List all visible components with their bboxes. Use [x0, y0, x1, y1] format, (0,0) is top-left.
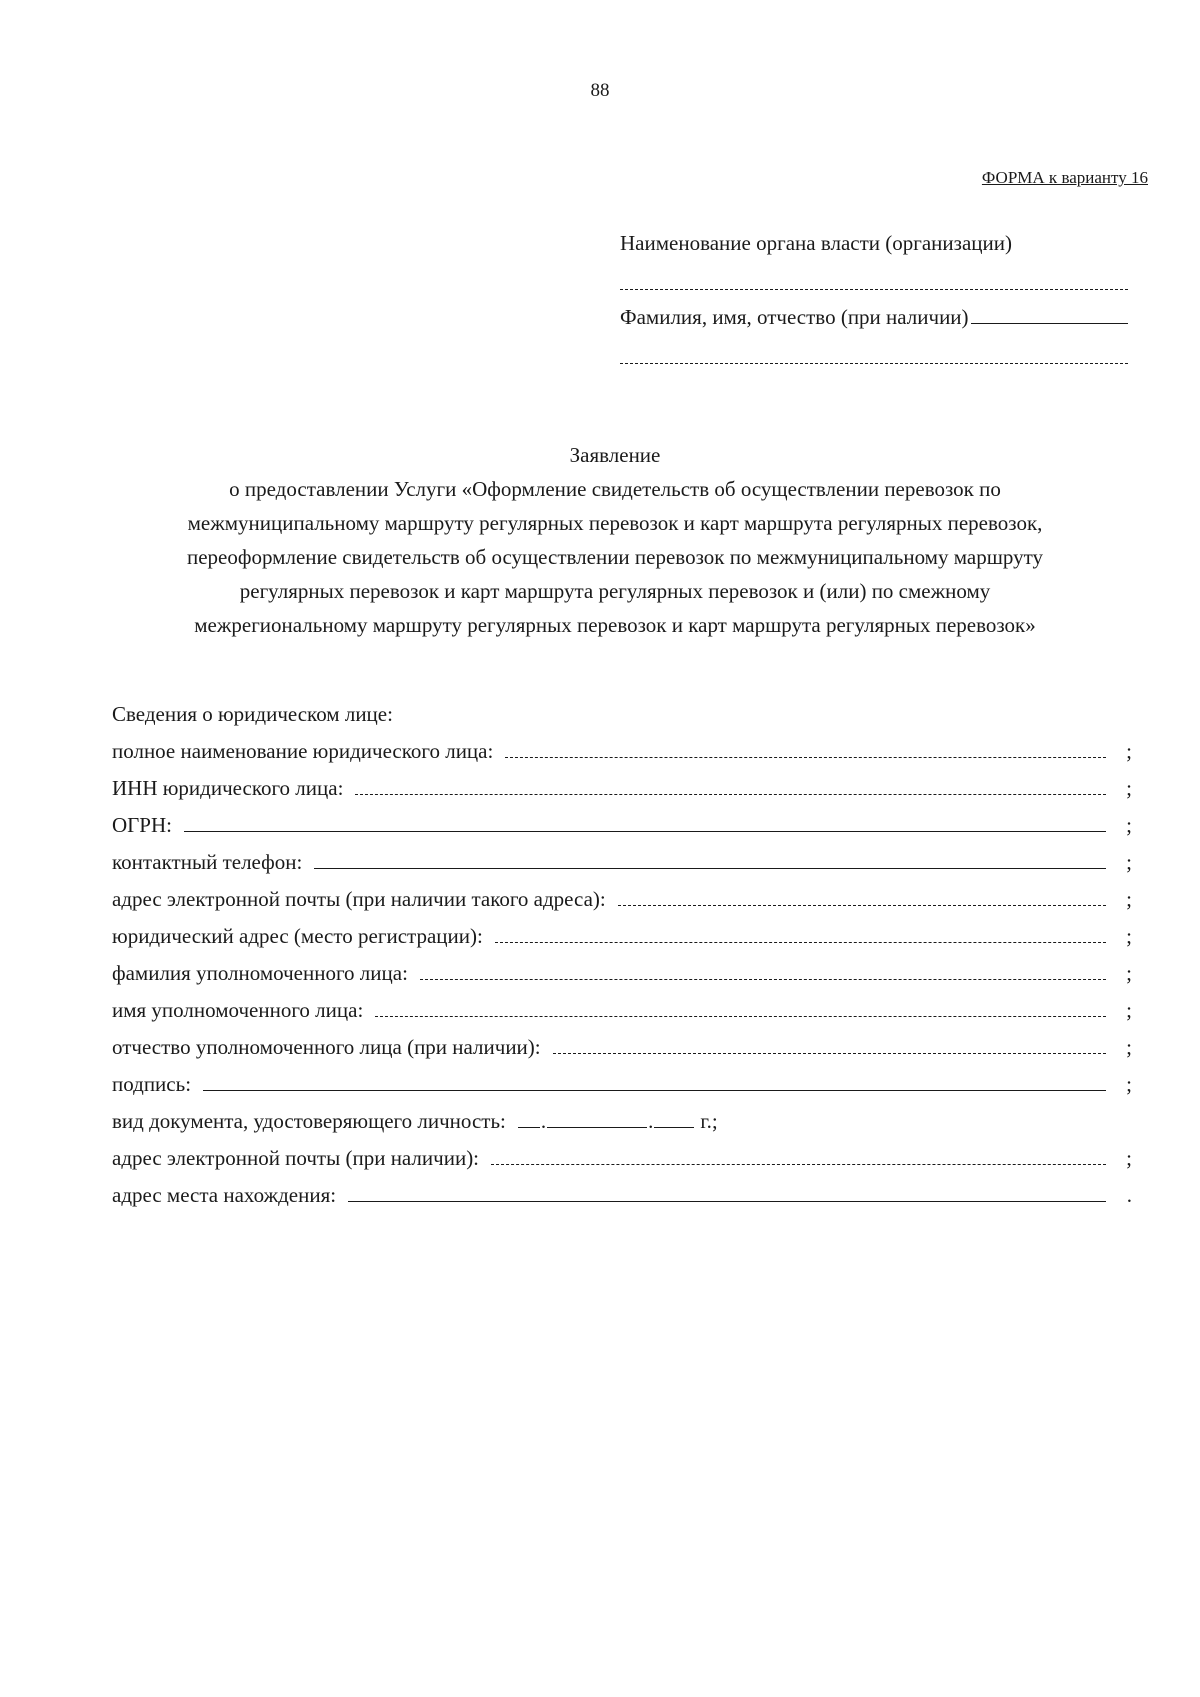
- date-separator: .: [540, 1109, 547, 1133]
- field-location-address: [112, 1171, 1132, 1208]
- field-terminator: ;: [1126, 1072, 1132, 1096]
- field-inn: [112, 764, 1132, 801]
- field-label: ОГРН:: [112, 813, 172, 837]
- field-terminator: ;: [1126, 961, 1132, 985]
- id-document-year-line[interactable]: [654, 1126, 694, 1128]
- addressee-block: [620, 222, 1128, 370]
- subtitle-line-3: переоформление свидетельств об осуществлении перевозок по межмуниципальному маршруту: [187, 545, 1043, 569]
- field-label: полное наименование юридического лица:: [112, 739, 494, 763]
- field-terminator: ;: [1126, 1146, 1132, 1170]
- rep-patronymic-input-line[interactable]: [553, 1052, 1106, 1054]
- field-legal-address: [112, 912, 1132, 949]
- field-label: фамилия уполномоченного лица:: [112, 961, 408, 985]
- field-label: адрес электронной почты (при наличии такого адреса):: [112, 887, 606, 911]
- authority-label: Наименование органа власти (организации): [620, 231, 1012, 255]
- field-label: адрес электронной почты (при наличии):: [112, 1146, 480, 1170]
- year-suffix: г.;: [700, 1109, 718, 1133]
- subtitle-line-1: о предоставлении Услуги «Оформление свидетельств об осуществлении перевозок по: [229, 477, 1001, 501]
- field-label: вид документа, удостоверяющего личность:: [112, 1109, 506, 1133]
- phone-input-line[interactable]: [314, 867, 1106, 869]
- authority-line-row: [620, 256, 1128, 296]
- field-id-document: [112, 1097, 1132, 1134]
- field-email-optional: [112, 1134, 1132, 1171]
- document-title: Заявление: [569, 443, 661, 467]
- field-ogrn: [112, 801, 1132, 838]
- field-terminator: ;: [1126, 924, 1132, 948]
- email-input-line[interactable]: [618, 904, 1106, 906]
- applicant-name-continuation-line[interactable]: [620, 362, 1128, 364]
- applicant-name-input-line[interactable]: [971, 322, 1128, 324]
- field-terminator: ;: [1126, 776, 1132, 800]
- field-label: подпись:: [112, 1072, 192, 1096]
- field-label: контактный телефон:: [112, 850, 303, 874]
- page-number: 88: [590, 80, 610, 101]
- form-reference: ФОРМА к варианту 16: [981, 168, 1148, 187]
- id-document-day-line[interactable]: [518, 1126, 540, 1128]
- id-document-month-line[interactable]: [547, 1126, 647, 1128]
- full-name-input-line[interactable]: [505, 756, 1106, 758]
- field-rep-surname: [112, 949, 1132, 986]
- field-terminator: ;: [1126, 739, 1132, 763]
- field-phone: [112, 838, 1132, 875]
- legal-address-input-line[interactable]: [495, 941, 1106, 943]
- ogrn-input-line[interactable]: [184, 830, 1106, 832]
- field-signature: [112, 1060, 1132, 1097]
- subtitle-line-4: регулярных перевозок и карт маршрута регулярных перевозок и (или) по смежному: [239, 579, 991, 603]
- field-terminator: ;: [1126, 850, 1132, 874]
- legal-entity-section-title: Сведения о юридическом лице:: [112, 702, 393, 726]
- field-label: адрес места нахождения:: [112, 1183, 337, 1207]
- applicant-name-row: [620, 296, 1128, 330]
- applicant-name-label: Фамилия, имя, отчество (при наличии): [620, 305, 969, 329]
- field-full-name: [112, 727, 1132, 764]
- legal-entity-fields: [112, 690, 1132, 1208]
- field-label: ИНН юридического лица:: [112, 776, 344, 800]
- applicant-name-line-row: [620, 330, 1128, 370]
- date-separator: .: [648, 1109, 654, 1133]
- field-rep-name: [112, 986, 1132, 1023]
- email-optional-input-line[interactable]: [491, 1163, 1106, 1165]
- field-terminator: ;: [1126, 887, 1132, 911]
- field-rep-patronymic: [112, 1023, 1132, 1060]
- field-email: [112, 875, 1132, 912]
- authority-row: [620, 222, 1128, 256]
- field-terminator: ;: [1126, 998, 1132, 1022]
- field-label: юридический адрес (место регистрации):: [112, 924, 483, 948]
- signature-input-line[interactable]: [203, 1089, 1106, 1091]
- document-title-block: [120, 438, 1110, 642]
- field-label: отчество уполномоченного лица (при наличии):: [112, 1035, 541, 1059]
- subtitle-line-5: межрегиональному маршруту регулярных перевозок и карт маршрута регулярных перевозок»: [194, 613, 1036, 637]
- field-terminator: ;: [1126, 1035, 1132, 1059]
- authority-input-line[interactable]: [620, 288, 1128, 290]
- field-label: имя уполномоченного лица:: [112, 998, 364, 1022]
- rep-name-input-line[interactable]: [375, 1015, 1106, 1017]
- inn-input-line[interactable]: [355, 793, 1106, 795]
- subtitle-line-2: межмуниципальному маршруту регулярных перевозок и карт маршрута регулярных перевозок,: [187, 511, 1043, 535]
- location-address-input-line[interactable]: [348, 1200, 1106, 1202]
- field-terminator: ;: [1126, 813, 1132, 837]
- field-terminator: .: [1126, 1183, 1132, 1207]
- rep-surname-input-line[interactable]: [420, 978, 1106, 980]
